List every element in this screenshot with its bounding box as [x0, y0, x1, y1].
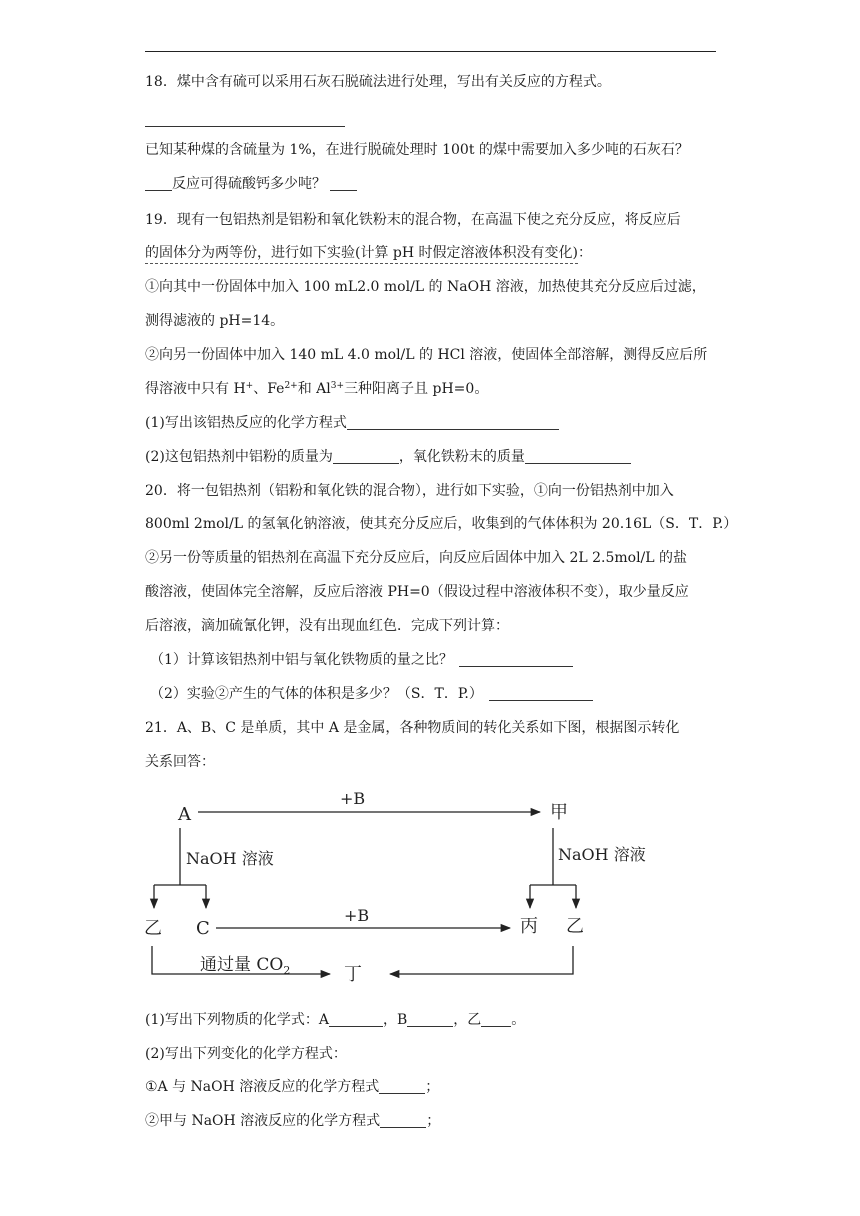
q21-part1: (1)写出下列物质的化学式：A ，B ，乙 。 [145, 1012, 526, 1028]
node-jia: 甲 [550, 802, 568, 823]
q21-blank-eq-jia[interactable] [380, 1113, 426, 1128]
q20-part2: （2）实验②产生的气体的体积是多少？（S．T．P.） [150, 684, 593, 704]
arrow-yi-right-to-ding [390, 946, 573, 974]
q20-blank-volume[interactable] [489, 686, 593, 701]
node-bing: 丙 [520, 916, 538, 937]
node-yi-right: 乙 [566, 916, 584, 937]
q21-stem-cont: 关系回答： [145, 754, 215, 770]
node-A: A [178, 804, 191, 825]
q20-stem-5: 后溶液，滴加硫氰化钾，没有出现血红色．完成下列计算： [145, 618, 509, 634]
q19-part1: (1)写出该铝热反应的化学方程式 [145, 413, 559, 433]
q20-blank-ratio[interactable] [459, 652, 573, 667]
label-plusB-mid: +B [344, 906, 370, 925]
q18-answer-blank[interactable] [145, 110, 345, 130]
q21-blank-B[interactable] [407, 1012, 453, 1027]
q18-followup: 反应可得硫酸钙多少吨？ [145, 174, 357, 194]
q19-exp2: ②向另一份固体中加入 140 mL 4.0 mol/L 的 HCl 溶液，使固体全部溶解，测得反应后所 [145, 347, 708, 363]
q21-blank-yi[interactable] [481, 1012, 511, 1027]
q19-exp1-cont: 测得滤液的 pH=14。 [145, 313, 285, 329]
label-naoh-left: NaOH 溶液 [186, 849, 274, 868]
q19-blank-equation[interactable] [347, 415, 559, 430]
label-plusB-top: +B [340, 789, 366, 808]
node-yi-left: 乙 [144, 918, 162, 939]
q21-part2: (2)写出下列变化的化学方程式： [145, 1046, 347, 1062]
q21-part2-b: ②甲与 NaOH 溶液反应的化学方程式 ； [145, 1113, 441, 1129]
q18-blank-limestone[interactable] [145, 176, 172, 191]
q18-stem: 18．煤中含有硫可以采用石灰石脱硫法进行处理，写出有关反应的方程式。 [145, 74, 611, 90]
q19-blank-fe2o3-mass[interactable] [525, 449, 631, 464]
q20-stem-2: 800ml 2mol/L 的氢氧化钠溶液，使其充分反应后，收集到的气体体积为 20.16L（S．T．P.） [145, 516, 738, 532]
q19-exp2-cont: 得溶液中只有 H+、$Fe^{2+}$和 $Al^{3+}$三种阳离子且 pH=0。 [145, 381, 489, 397]
q19-stem: 19．现有一包铝热剂是铝粉和氧化铁粉末的混合物，在高温下使之充分反应，将反应后 [145, 212, 681, 228]
q20-stem-4: 酸溶液，使固体完全溶解，反应后溶液 PH=0（假设过程中溶液体积不变），取少量反应 [145, 584, 689, 600]
header-rule [145, 51, 716, 52]
q21-stem: 21．A、B、C 是单质，其中 A 是金属，各种物质间的转化关系如下图，根据图示转化 [145, 720, 680, 736]
q21-part2-a: ①A 与 NaOH 溶液反应的化学方程式 ； [145, 1079, 440, 1095]
node-C: C [196, 918, 210, 939]
q19-exp1: ①向其中一份固体中加入 100 mL2.0 mol/L 的 NaOH 溶液，加热使其充分反应后过滤， [145, 279, 706, 295]
q20-part1: （1）计算该铝热剂中铝与氧化铁物质的量之比？ [150, 650, 573, 670]
q18-blank-caso4[interactable] [330, 176, 357, 191]
q21-blank-eq-A[interactable] [379, 1079, 425, 1094]
q19-part2: (2)这包铝热剂中铝粉的质量为 ，氧化铁粉末的质量 [145, 447, 631, 467]
q21-blank-A[interactable] [329, 1012, 383, 1027]
label-naoh-right: NaOH 溶液 [558, 845, 646, 864]
q19-blank-al-mass[interactable] [333, 449, 399, 464]
q20-stem: 20．将一包铝热剂（铝粉和氧化铁的混合物），进行如下实验，①向一份铝热剂中加入 [145, 483, 674, 499]
node-ding: 丁 [344, 964, 362, 985]
conversion-diagram [140, 780, 680, 990]
q19-stem-cont: 的固体分为两等份，进行如下实验(计算 pH 时假定溶液体积没有变化)： [145, 243, 592, 264]
q20-stem-3: ②另一份等质量的铝热剂在高温下充分反应后，向反应后固体中加入 2L 2.5mol/L 的盐 [145, 550, 688, 566]
q18-question: 已知某种煤的含硫量为 1%，在进行脱硫处理时 100t 的煤中需要加入多少吨的石灰石？ [145, 142, 689, 158]
label-co2: 通过量 $CO_2$ [200, 955, 291, 977]
